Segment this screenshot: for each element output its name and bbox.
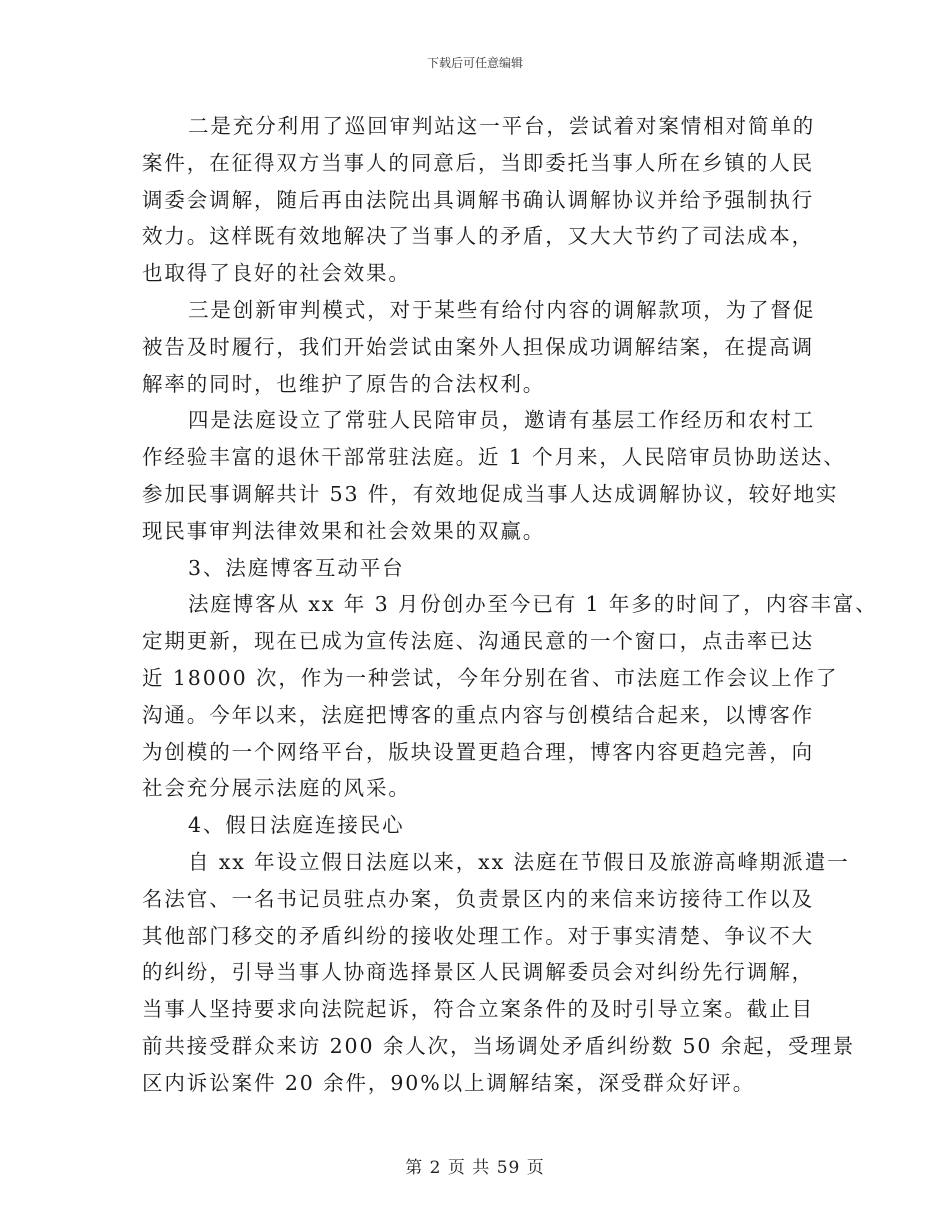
page-header: 下载后可任意编辑 [426,56,523,70]
text-line: 参加民事调解共计 53 件，有效地促成当事人达成调解协议，较好地实 [142,481,839,506]
text-line: 效力。这样既有效地解决了当事人的矛盾，又大大节约了司法成本， [142,224,814,249]
text-line: 作经验丰富的退休干部常驻法庭。近 1 个月来，人民陪审员协助送达、 [142,445,846,470]
text-line: 也取得了良好的社会效果。 [142,261,411,286]
text-line: 案件，在征得双方当事人的同意后，当即委托当事人所在乡镇的人民 [142,150,814,175]
text-line: 3、法庭博客互动平台 [188,555,405,580]
page-footer: 第 2 页 共 59 页 [405,1158,545,1178]
text-line: 当事人坚持要求向法院起诉，符合立案条件的及时引导立案。截止目 [142,997,814,1022]
text-line: 其他部门移交的矛盾纠纷的接收处理工作。对于事实清楚、争议不大 [142,923,814,948]
text-line: 前共接受群众来访 200 余人次，当场调处矛盾纠纷数 50 余起，受理景 [142,1033,856,1058]
text-line: 现民事审判法律效果和社会效果的双赢。 [142,518,546,543]
text-line: 解率的同时，也维护了原告的合法权利。 [142,371,546,396]
text-line: 调委会调解，随后再由法院出具调解书确认调解协议并给予强制执行 [142,187,814,212]
text-line: 三是创新审判模式，对于某些有给付内容的调解款项，为了督促 [188,297,816,322]
text-line: 4、假日法庭连接民心 [188,813,405,838]
text-line: 名法官、一名书记员驻点办案，负责景区内的来信来访接待工作以及 [142,886,814,911]
text-line: 沟通。今年以来，法庭把博客的重点内容与创模结合起来，以博客作 [142,702,814,727]
text-line: 的纠纷，引导当事人协商选择景区人民调解委员会对纠纷先行调解， [142,960,814,985]
text-line: 社会充分展示法庭的风采。 [142,776,411,801]
text-line: 自 xx 年设立假日法庭以来，xx 法庭在节假日及旅游高峰期派遣一 [188,849,850,874]
text-line: 近 18000 次，作为一种尝试，今年分别在省、市法庭工作会议上作了 [142,665,839,690]
text-line: 二是充分利用了巡回审判站这一平台，尝试着对案情相对简单的 [188,114,816,138]
text-line: 四是法庭设立了常驻人民陪审员，邀请有基层工作经历和农村工 [188,408,816,433]
text-line: 为创模的一个网络平台，版块设置更趋合理，博客内容更趋完善，向 [142,739,814,764]
text-line: 法庭博客从 xx 年 3 月份创办至今已有 1 年多的时间了，内容丰富、 [188,592,878,617]
text-line: 定期更新，现在已成为宣传法庭、沟通民意的一个窗口，点击率已达 [142,629,814,654]
text-line: 被告及时履行，我们开始尝试由案外人担保成功调解结案，在提高调 [142,334,814,359]
text-line: 区内诉讼案件 20 余件，90%以上调解结案，深受群众好评。 [142,1070,756,1095]
body-text [142,108,878,1102]
